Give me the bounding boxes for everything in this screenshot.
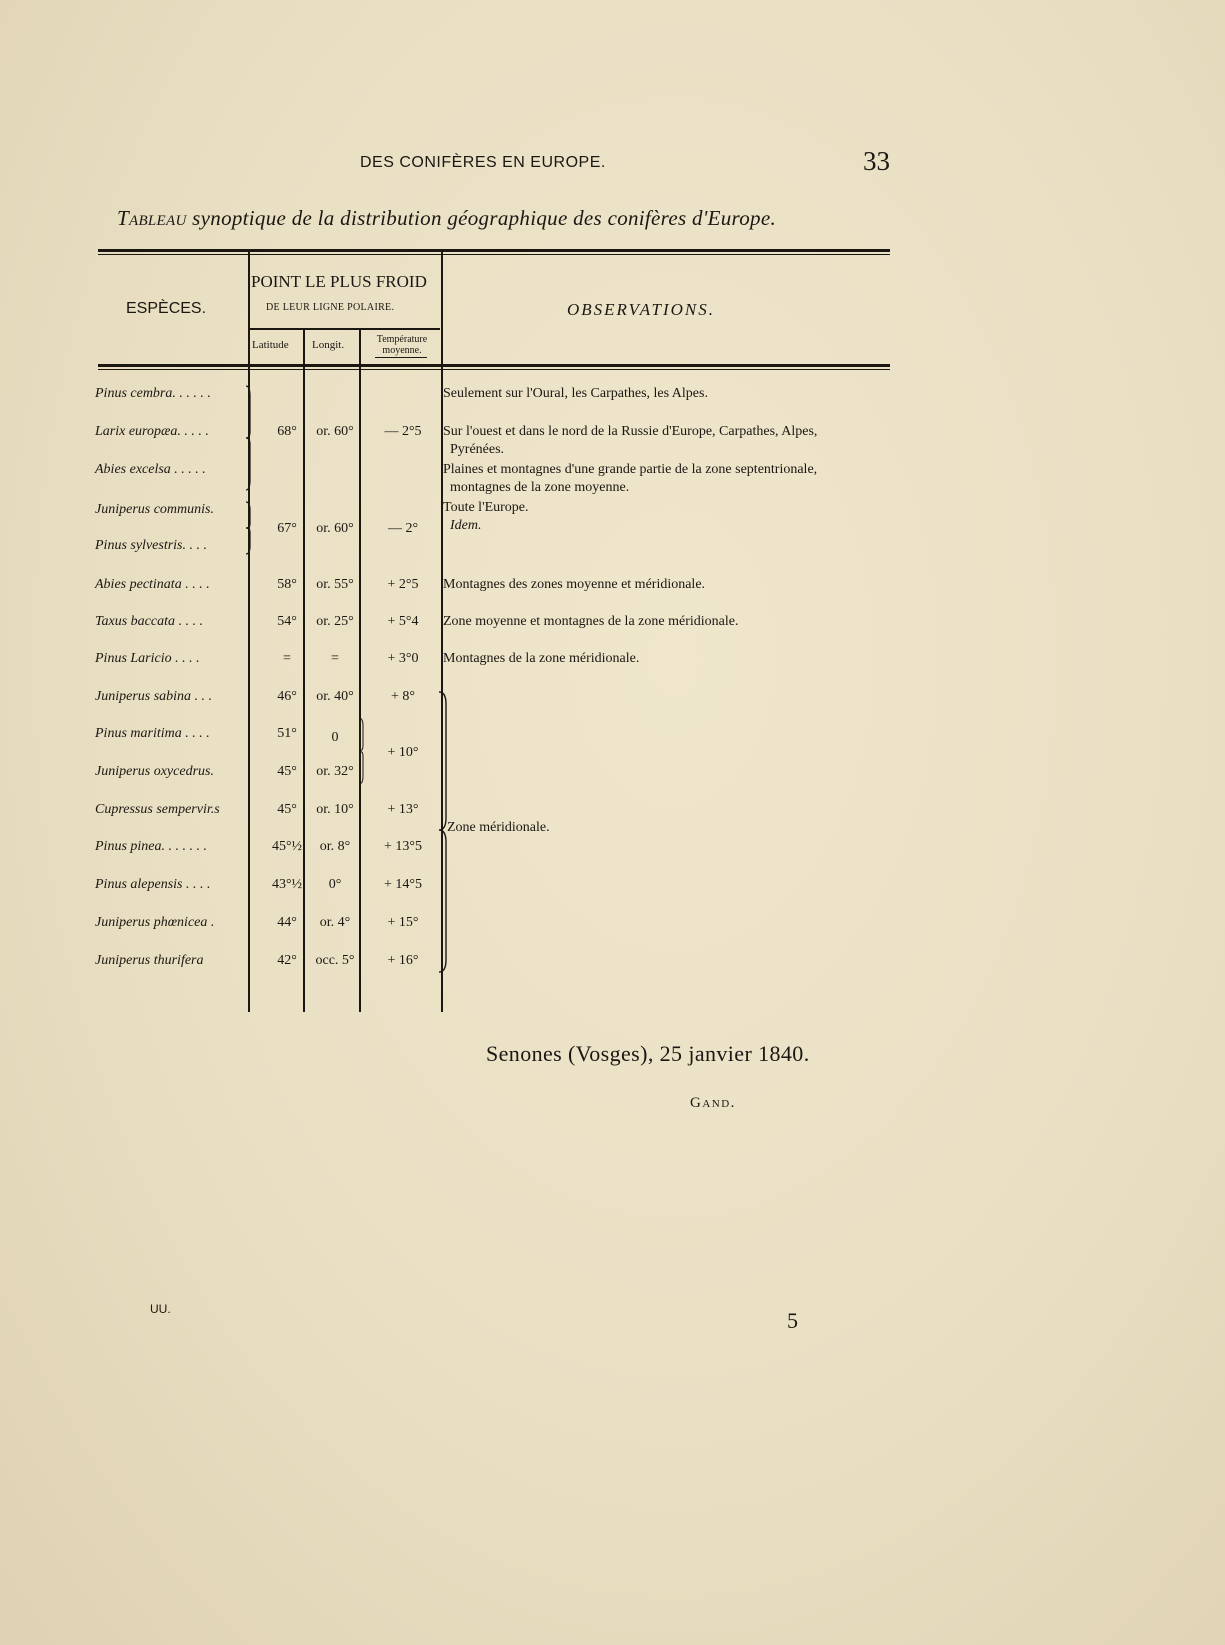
latitude-value: 43°½ [271,877,303,892]
running-title: DES CONIFÈRES EN EUROPE. [360,154,606,171]
longitude-value: or. 55° [316,577,354,592]
observation-text: Idem. [450,518,482,533]
species-name: Pinus alepensis . . . . [95,877,211,892]
observation-text: Plaines et montagnes d'une grande partie de la zone septentrionale, [443,462,818,477]
col-header-point-sub: DE LEUR LIGNE POLAIRE. [266,302,395,313]
latitude-value: 54° [277,614,297,629]
longitude-value: or. 10° [316,802,354,817]
longitude-value: or. 8° [319,839,351,854]
observation-text: Pyrénées. [450,442,505,457]
observation-text: Sur l'ouest et dans le nord de la Russie d'Europe, Carpathes, Alpes, [443,424,818,439]
species-name: Pinus sylvestris. . . . [95,538,207,553]
species-name: Cupressus sempervir.s [95,802,220,817]
temperature-value: + 13°5 [384,839,422,854]
col-header-observations: OBSERVATIONS. [567,300,715,319]
temp-underline [375,357,427,358]
species-name: Pinus cembra. . . . . . [95,386,211,401]
longitude-value: 0° [328,877,342,892]
observation-text: Zone méridionale. [447,820,550,835]
species-name: Juniperus communis. [95,502,214,517]
species-name: Juniperus thurifera [95,953,204,968]
species-name: Pinus Laricio . . . . [95,651,200,666]
col-header-point: POINT LE PLUS FROID [251,272,427,291]
temperature-value: + 2°5 [387,577,419,592]
latitude-value: 44° [277,915,297,930]
species-name: Taxus baccata . . . . [95,614,203,629]
top-rule-thick [98,249,890,252]
signature-mark: UU. [150,1302,171,1316]
page-number: 33 [863,146,890,176]
title-lead: Tableau [117,206,187,230]
col-header-species: ESPÈCES. [126,300,207,317]
title-rest: synoptique de la distribution géographique des conifères d'Europe. [192,206,776,230]
latitude-value: 45°½ [271,839,303,854]
latitude-value: 51° [277,726,297,741]
temperature-value-shared: + 10° [387,745,419,760]
temperature-value: + 16° [387,953,419,968]
table-title [117,206,776,231]
header-rule-thick [98,364,890,367]
observation-text: Seulement sur l'Oural, les Carpathes, les Alpes. [443,386,708,401]
temperature-brace [357,716,365,786]
species-name: Abies excelsa . . . . . [95,462,206,477]
col-header-longitude: Longit. [312,339,345,351]
species-name: Juniperus phœnicea . [95,915,215,930]
species-name: Juniperus sabina . . . [95,689,213,704]
sheet-number: 5 [787,1308,798,1333]
latitude-value: 45° [277,802,297,817]
species-name: Larix europæa. . . . . [95,424,209,439]
species-name: Pinus maritima . . . . [95,726,210,741]
species-name: Abies pectinata . . . . [95,577,210,592]
observation-text: Zone moyenne et montagnes de la zone méridionale. [443,614,739,629]
longitude-value: occ. 5° [315,953,355,968]
signature-name: Gand. [690,1095,736,1111]
temperature-value: + 14°5 [384,877,422,892]
signature-place-date: Senones (Vosges), 25 janvier 1840. [486,1041,810,1066]
latitude-value: 68° [277,424,297,439]
species-brace-group2 [244,500,252,556]
temperature-value: + 5°4 [387,614,419,629]
observation-text: Montagnes de la zone méridionale. [443,651,640,666]
latitude-value: 45° [277,764,297,779]
col-header-temperature: Température moyenne. [376,334,428,356]
temperature-value: + 13° [387,802,419,817]
longitude-value: 0 [331,730,339,745]
col-header-latitude: Latitude [252,339,289,351]
longitude-value: or. 40° [316,689,354,704]
species-brace-group1 [244,384,252,492]
observation-text: montagnes de la zone moyenne. [450,480,630,495]
observation-text: Montagnes des zones moyenne et méridionale. [443,577,706,592]
temperature-value: — 2°5 [384,424,422,439]
col-divider-species [248,252,250,1012]
longitude-value: or. 60° [316,424,354,439]
header-rule-thin [98,369,890,370]
top-rule-thin [98,254,890,255]
latitude-value: 58° [277,577,297,592]
longitude-value: or. 32° [316,764,354,779]
temperature-value: + 15° [387,915,419,930]
temperature-value: — 2° [387,521,419,536]
latitude-value: 46° [277,689,297,704]
temperature-value: + 3°0 [387,651,419,666]
latitude-value: 67° [277,521,297,536]
longitude-value: or. 25° [316,614,354,629]
temperature-value: + 8° [391,689,415,704]
longitude-value: = [331,651,339,666]
latitude-value: = [283,651,291,666]
latitude-value: 42° [277,953,297,968]
species-name: Pinus pinea. . . . . . . [95,839,207,854]
species-name: Juniperus oxycedrus. [95,764,214,779]
observation-text: Toute l'Europe. [443,500,529,515]
longitude-value: or. 60° [316,521,354,536]
longitude-value: or. 4° [319,915,351,930]
point-subrule [250,328,440,330]
